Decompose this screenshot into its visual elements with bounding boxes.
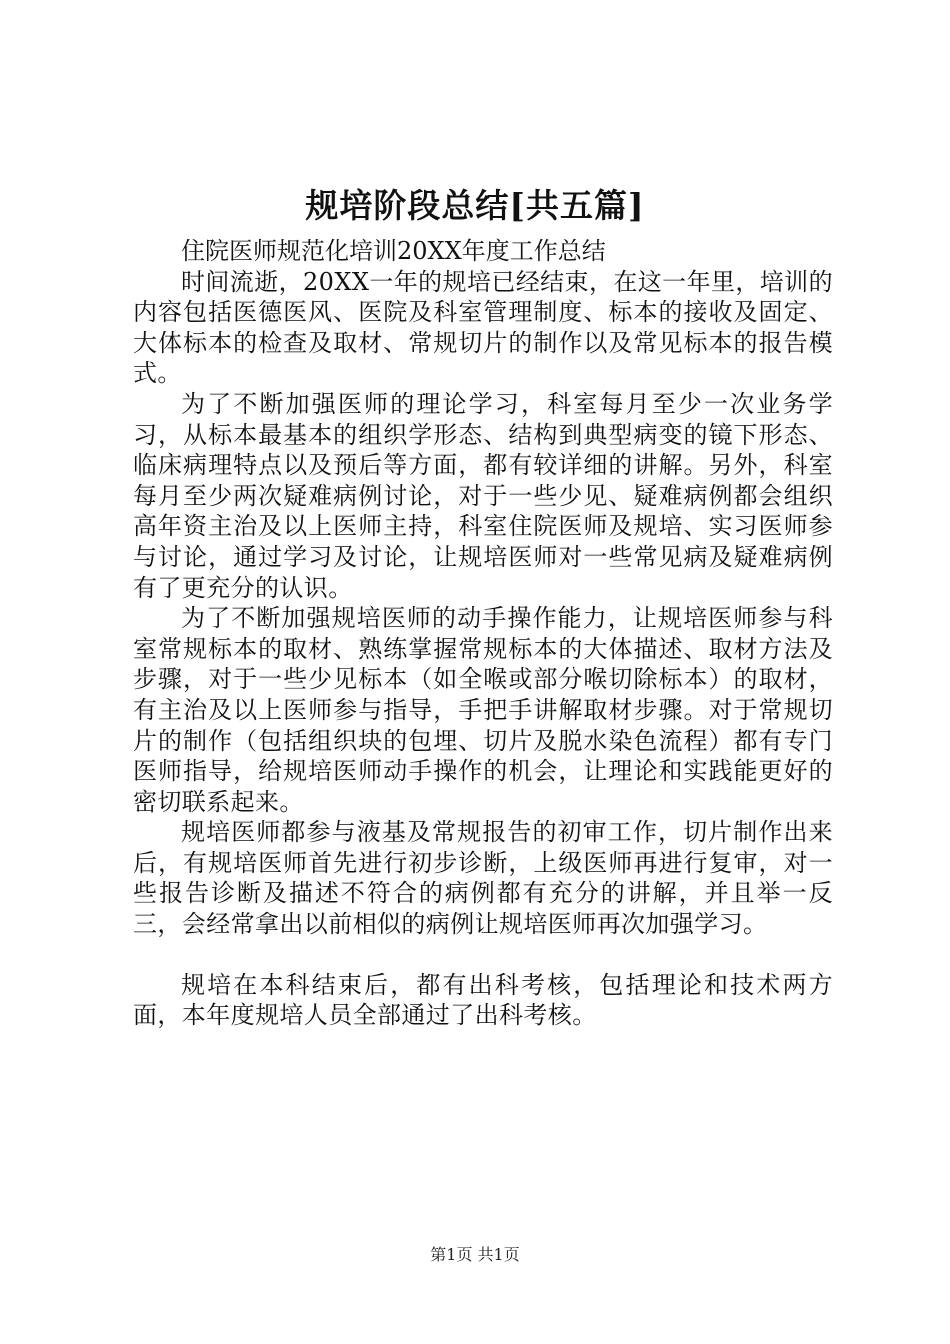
paragraph-theory-study: 为了不断加强医师的理论学习，科室每月至少一次业务学习，从标本最基本的组织学形态、结构到典型病变的镜下形态、临床病理特点以及预后等方面，都有较详细的讲解。另外，科室每月至少两次疑难病例讨论，对于一些少见、疑难病例都会组织高年资主治及以上医师主持，科室住院医师及规培、实习医师参与讨论，通过学习及讨论，让规培医师对一些常见病及疑难病例有了更充分的认识。 bbox=[133, 389, 833, 602]
paragraph-assessment: 规培在本科结束后，都有出科考核，包括理论和技术两方面，本年度规培人员全部通过了出科考核。 bbox=[133, 970, 833, 1030]
paragraph-report-review: 规培医师都参与液基及常规报告的初审工作，切片制作出来后，有规培医师首先进行初步诊断，上级医师再进行复审，对一些报告诊断及描述不符合的病例都有充分的讲解，并且举一反三，会经常拿出以前相似的病例让规培医师再次加强学习。 bbox=[133, 818, 833, 939]
page-footer: 第1页 共1页 bbox=[430, 1245, 520, 1264]
paragraph-hands-on: 为了不断加强规培医师的动手操作能力，让规培医师参与科室常规标本的取材、熟练掌握常规标本的大体描述、取材方法及步骤，对于一些少见标本（如全喉或部分喉切除标本）的取材，有主治及以上医师参与指导，手把手讲解取材步骤。对于常规切片的制作（包括组织块的包埋、切片及脱水染色流程）都有专门医师指导，给规培医师动手操作的机会，让理论和实践能更好的密切联系起来。 bbox=[133, 604, 833, 816]
paragraph-subtitle: 住院医师规范化培训20XX年度工作总结 bbox=[181, 237, 606, 265]
document-body bbox=[133, 236, 833, 1031]
paragraph-intro: 时间流逝，20XX一年的规培已经结束，在这一年里，培训的内容包括医德医风、医院及科室管理制度、标本的接收及固定、大体标本的检查及取材、常规切片的制作以及常见标本的报告模式。 bbox=[133, 267, 833, 388]
document-title: 规培阶段总结[共五篇] bbox=[305, 186, 645, 225]
